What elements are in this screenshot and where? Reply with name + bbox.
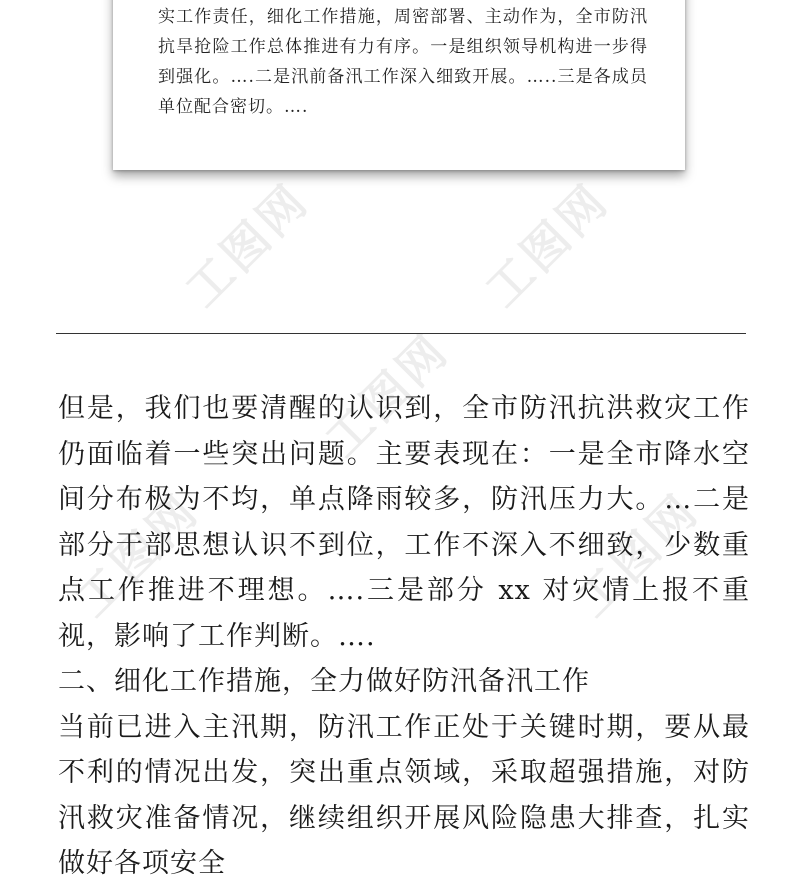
section-divider [56,333,746,334]
body-paragraph-issues: 但是，我们也要清醒的认识到，全市防汛抗洪救灾工作仍面临着一些突出问题。主要表现在：一是全市降水空间分布极为不均，单点降雨较多，防汛压力大。…二是部分干部思想认识不到位，工作不深入不细致，少数重点工作推进不理想。….三是部分 xx 对灾情上报不重视，影响了工作判断。…. [58,393,750,652]
document-body [58,386,750,887]
summary-card-text: 实工作责任，细化工作措施，周密部署、主动作为，全市防汛抗旱抢险工作总体推进有力有序。一是组织领导机构进一步得到强化。….二是汛前备汛工作深入细致开展。…..三是各成员单位配合密切。…. [158,7,648,117]
watermark-logo: 工图网 [564,482,710,628]
section-heading: 二、细化工作措施，全力做好防汛备汛工作 [58,666,590,697]
watermark-logo: 工图网 [64,482,210,628]
watermark-logo: 工图网 [474,172,620,318]
watermark-logo: 工图网 [314,322,460,468]
watermark-logo: 工图网 [174,172,320,318]
summary-card [113,0,685,170]
body-paragraph-measures: 当前已进入主汛期，防汛工作正处于关键时期，要从最不利的情况出发，突出重点领域，采取超强措施，对防汛救灾准备情况，继续组织开展风险隐患大排查，扎实做好各项安全 [58,711,750,879]
